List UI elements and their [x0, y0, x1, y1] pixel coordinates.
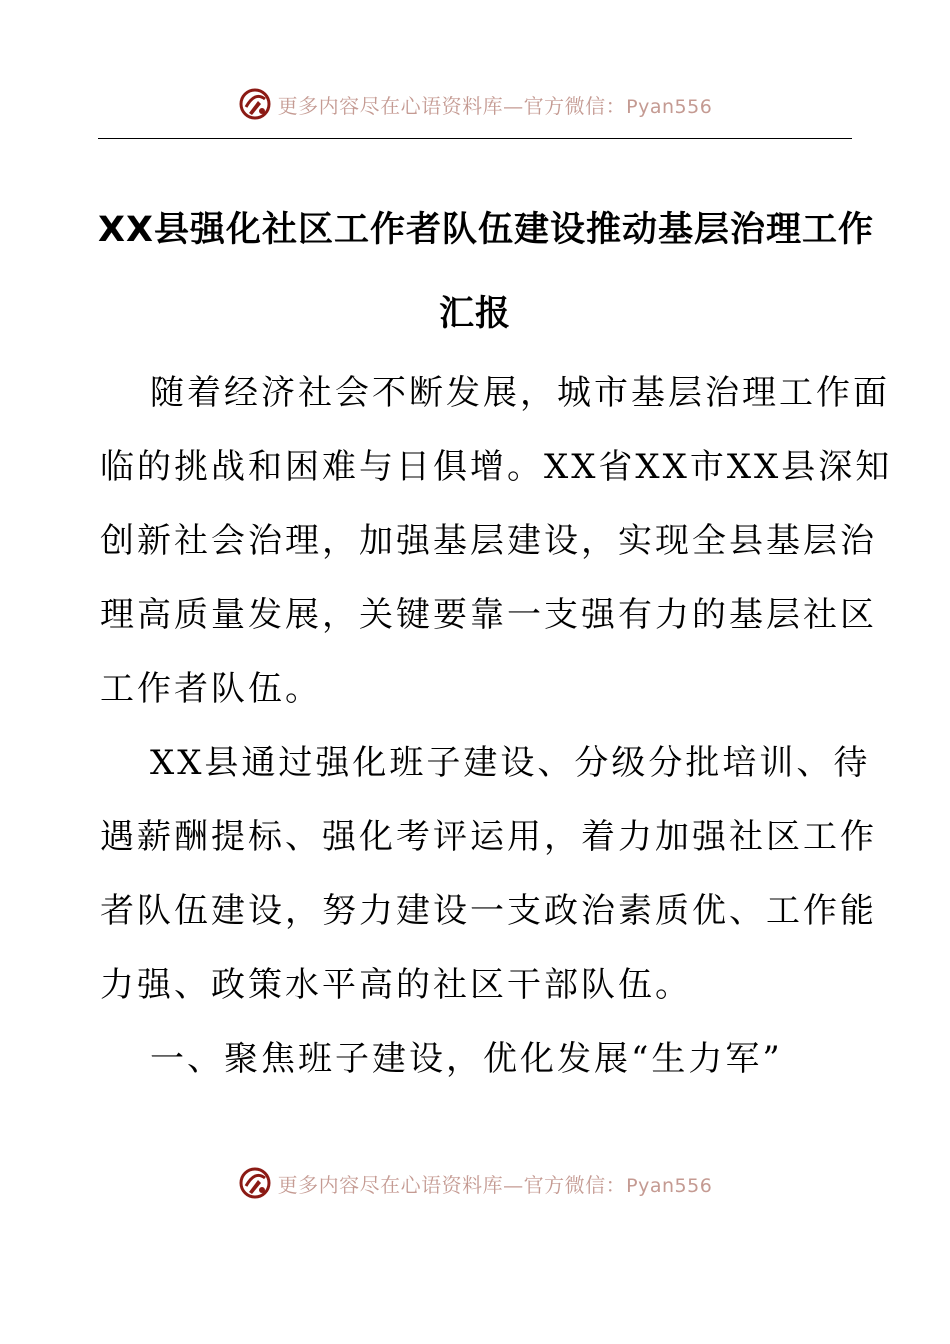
- logo-icon: [238, 87, 272, 121]
- title-line-1: XX县强化社区工作者队伍建设推动基层治理工作: [98, 210, 874, 250]
- paragraph-line: 工作者队伍。: [100, 669, 322, 709]
- title-line-2: 汇报: [438, 294, 511, 334]
- footer-watermark: [0, 1163, 950, 1203]
- paragraph-line: XX县通过强化班子建设、分级分批培训、待: [150, 743, 871, 783]
- section-heading-1: [100, 1022, 852, 1096]
- watermark-wechat-id: Pyan556: [626, 1174, 713, 1197]
- watermark-text: [278, 1169, 713, 1198]
- paragraph-line: 创新社会治理，加强基层建设，实现全县基层治: [100, 521, 877, 561]
- document-title: [98, 188, 874, 356]
- watermark-slogan: 更多内容尽在心语资料库—官方微信：: [277, 93, 627, 118]
- paragraph-line: 力强、政策水平高的社区干部队伍。: [100, 965, 692, 1005]
- paragraph-line: 理高质量发展，关键要靠一支强有力的基层社区: [100, 595, 877, 635]
- header-divider: [98, 138, 852, 139]
- paragraph-line: 临的挑战和困难与日俱增。XX省XX市XX县深知: [100, 447, 893, 487]
- header-watermark: [0, 84, 950, 124]
- watermark-text: [278, 90, 713, 119]
- paragraph-line: 随着经济社会不断发展，城市基层治理工作面: [150, 373, 890, 413]
- watermark-slogan: 更多内容尽在心语资料库—官方微信：: [277, 1172, 627, 1197]
- paragraph-line: 者队伍建设，努力建设一支政治素质优、工作能: [100, 891, 877, 931]
- logo-icon: [238, 1166, 272, 1200]
- paragraph-1: [100, 356, 893, 726]
- section-heading-text: 一、聚焦班子建设，优化发展“生力军”: [150, 1039, 783, 1079]
- paragraph-2: [100, 726, 877, 1022]
- watermark-wechat-id: Pyan556: [626, 95, 713, 118]
- paragraph-line: 遇薪酬提标、强化考评运用，着力加强社区工作: [100, 817, 877, 857]
